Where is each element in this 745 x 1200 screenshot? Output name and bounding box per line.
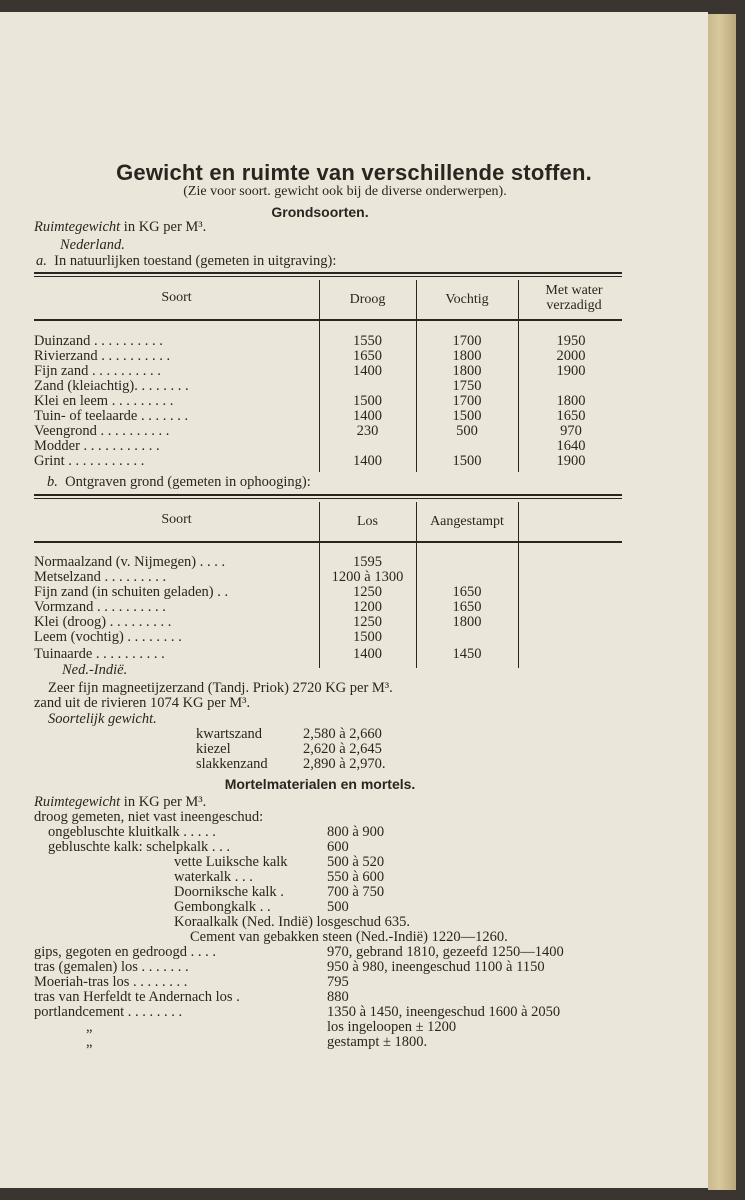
table-a-cell-vochtig: 500 (456, 423, 478, 439)
page-edge (708, 14, 736, 1190)
section-heading-mortel: Mortelmaterialen en mortels. (224, 776, 416, 792)
table-a-top-rule (34, 272, 622, 274)
table-a-header-water (518, 283, 630, 313)
table-b-row-name: Vormzand . . . . . . . . . . (34, 599, 166, 615)
mortel-line-value: 880 (327, 989, 349, 1005)
ned-indie-heading: Ned.-Indië. (62, 662, 128, 678)
mortel-line-label: Moeriah-tras los . . . . . . . . (34, 974, 188, 990)
mortel-line-value: 700 à 750 (327, 884, 385, 900)
table-a-row-name: Fijn zand . . . . . . . . . . (34, 363, 161, 379)
indie-line-1: Zeer fijn magneetijzerzand (Tandj. Priok) 2720 KG per M³. (48, 680, 393, 696)
table-b-cell-los: 1400 (353, 646, 382, 662)
table-b-row-name: Metselzand . . . . . . . . . (34, 569, 167, 585)
table-a-row-name: Veengrond . . . . . . . . . . (34, 423, 170, 439)
table-a-cell-droog: 1400 (353, 453, 382, 469)
table-b-header-los: Los (357, 514, 378, 529)
table-a-header-rule (34, 319, 622, 321)
table-b-cell-los: 1500 (353, 629, 382, 645)
mortel-line-label: portlandcement . . . . . . . . (34, 1004, 183, 1020)
table-b-row-name: Normaalzand (v. Nijmegen) . . . . (34, 554, 226, 570)
table-b-cell-los: 1200 (353, 599, 382, 615)
table-b-cell-los: 1250 (353, 614, 382, 630)
table-a-row-name: Tuin- of teelaarde . . . . . . . (34, 408, 189, 424)
table-a-cell-droog: 230 (356, 423, 379, 439)
mortel-line-value: los ingeloopen ± 1200 (327, 1019, 457, 1035)
ruimtegewicht2-unit: in KG per M³. (123, 794, 207, 810)
table-b-cell-los: 1200 à 1300 (331, 569, 404, 585)
mortel-line-label: tras (gemalen) los . . . . . . . (34, 959, 189, 975)
mortel-line-value: 1350 à 1450, ineengeschud 1600 à 2050 (327, 1004, 561, 1020)
soortelijk-name: slakkenzand (196, 756, 268, 772)
table-b-cell-aangestampt: 1650 (452, 599, 482, 615)
table-a-row-name: Duinzand . . . . . . . . . . (34, 333, 163, 349)
table-a-cell-water: 1900 (556, 453, 586, 469)
table-a-row-name: Rivierzand . . . . . . . . . . (34, 348, 171, 364)
table-a-cell-droog: 1400 (353, 363, 382, 379)
mortel-line-value: 600 (327, 839, 349, 855)
section-heading-grondsoorten: Grondsoorten. (271, 204, 369, 220)
indie-line-2: zand uit de rivieren 1074 KG per M³. (34, 695, 251, 711)
table-b-header-rule (34, 541, 622, 543)
part-b-text: Ontgraven grond (gemeten in ophooging): (65, 474, 311, 490)
soortelijk-name: kiezel (196, 741, 231, 757)
soortelijk-value: 2,580 à 2,660 (303, 726, 382, 742)
table-a-header-droog: Droog (349, 292, 386, 307)
mortel-line-label: waterkalk . . . (174, 869, 253, 885)
table-a-header-soort: Soort (161, 290, 192, 305)
part-b-letter: b. (47, 474, 58, 490)
table-a-row-name: Modder . . . . . . . . . . . (34, 438, 160, 454)
table-a-header-vochtig: Vochtig (445, 292, 489, 307)
table-a-cell-water: 970 (560, 423, 582, 439)
page-title: Gewicht en ruimte van verschillende stoffen. (116, 160, 592, 185)
part-b-line (47, 474, 311, 491)
ruimtegewicht-label: Ruimtegewicht (34, 219, 121, 235)
table-a-cell-vochtig: 1500 (452, 408, 482, 424)
mortel-line-label: „ (86, 1034, 93, 1050)
table-b-top-rule-2 (34, 498, 622, 499)
mortel-line-label: tras van Herfeldt te Andernach los . (34, 989, 240, 1005)
table-a-cell-water: 2000 (556, 348, 586, 364)
mortel-line-label: Koraalkalk (Ned. Indië) losgeschud 635. (174, 914, 410, 930)
table-a-row-name: Klei en leem . . . . . . . . . (34, 393, 174, 409)
mortel-line-label: Cement van gebakken steen (Ned.-Indië) 1220—1260. (190, 929, 508, 945)
table-a-cell-vochtig: 1800 (452, 348, 482, 364)
part-a-line (36, 253, 336, 270)
mortel-line-label: ongebluschte kluitkalk . . . . . (48, 824, 216, 840)
mortel-line-value: 500 (327, 899, 349, 915)
mortel-line-value: 795 (327, 974, 349, 990)
table-b-cell-aangestampt: 1800 (452, 614, 482, 630)
table-b-divider-3 (518, 502, 519, 668)
soortelijk-heading: Soortelijk gewicht. (48, 711, 157, 727)
table-a-cell-vochtig: 1800 (452, 363, 482, 379)
table-a-header-water-2: verzadigd (546, 298, 602, 313)
table-a-cell-droog: 1650 (353, 348, 382, 364)
soortelijk-value: 2,620 à 2,645 (303, 741, 382, 757)
mortel-line-value: 500 à 520 (327, 854, 385, 870)
mortel-line-value: gestampt ± 1800. (327, 1034, 428, 1050)
nederland-heading: Nederland. (60, 237, 125, 253)
table-b-cell-los: 1250 (353, 584, 382, 600)
mortel-line-value: 550 à 600 (327, 869, 385, 885)
table-b-cell-los: 1595 (353, 554, 382, 570)
ruimtegewicht-unit: in KG per M³. (123, 219, 207, 235)
mortel-line-label: gips, gegoten en gedroogd . . . . (34, 944, 217, 960)
table-a-cell-vochtig: 1500 (452, 453, 482, 469)
part-a-letter: a. (36, 253, 47, 269)
table-a-header-water-1: Met water (545, 283, 603, 298)
table-b-row-name: Fijn zand (in schuiten geladen) . . (34, 584, 229, 600)
table-a-cell-water: 1900 (556, 363, 586, 379)
mortel-line-value: 950 à 980, ineengeschud 1100 à 1150 (327, 959, 545, 975)
mortel-line-label: vette Luiksche kalk (174, 854, 288, 870)
table-a-cell-droog: 1500 (353, 393, 382, 409)
table-a-cell-water: 1650 (556, 408, 586, 424)
table-a-top-rule-2 (34, 276, 622, 277)
mortel-line-label: droog gemeten, niet vast ineengeschud: (34, 809, 264, 825)
mortel-line-label: Gembongkalk . . (174, 899, 271, 915)
mortel-line-value: 970, gebrand 1810, gezeefd 1250—1400 (327, 944, 564, 960)
table-a-row-name: Grint . . . . . . . . . . . (34, 453, 145, 469)
table-a-cell-droog: 1550 (353, 333, 382, 349)
table-a-cell-water: 1800 (556, 393, 586, 409)
table-a-cell-water: 1950 (556, 333, 586, 349)
table-b-header-soort: Soort (161, 512, 192, 527)
mortel-line-label: gebluschte kalk: schelpkalk . . . (48, 839, 231, 855)
table-b-row-name: Leem (vochtig) . . . . . . . . (34, 629, 182, 645)
subtitle: (Zie voor soort. gewicht ook bij de diverse onderwerpen). (183, 184, 507, 199)
ruimtegewicht2-label: Ruimtegewicht (34, 794, 121, 810)
table-b-row-name: Tuinaarde . . . . . . . . . . (34, 646, 165, 662)
ruimtegewicht-line (34, 219, 206, 236)
table-a-cell-droog: 1400 (353, 408, 382, 424)
soortelijk-value: 2,890 à 2,970. (303, 756, 386, 772)
table-b-top-rule (34, 494, 622, 496)
table-a-cell-vochtig: 1750 (452, 378, 482, 394)
mortel-line-value: 800 à 900 (327, 824, 385, 840)
part-a-text: In natuurlijken toestand (gemeten in uitgraving): (54, 253, 337, 269)
table-b-cell-aangestampt: 1650 (452, 584, 482, 600)
table-a-cell-water: 1640 (556, 438, 586, 454)
table-b-header-aangestampt: Aangestampt (430, 514, 504, 529)
mortel-line-label: Doorniksche kalk . (174, 884, 284, 900)
table-b-cell-aangestampt: 1450 (452, 646, 482, 662)
mortel-line-label: „ (86, 1019, 93, 1035)
table-a-row-name: Zand (kleiachtig). . . . . . . . (34, 378, 189, 394)
table-b-row-name: Klei (droog) . . . . . . . . . (34, 614, 172, 630)
table-a-cell-vochtig: 1700 (452, 393, 482, 409)
soortelijk-name: kwartszand (196, 726, 263, 742)
table-a-cell-vochtig: 1700 (452, 333, 482, 349)
